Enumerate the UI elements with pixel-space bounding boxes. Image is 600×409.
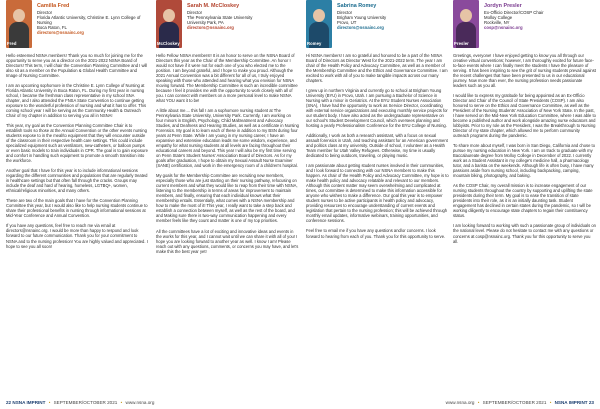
- page-footer: [6, 398, 594, 407]
- profile-school: Florida Atlantic University, Christine E. Lynn College of Nursing: [37, 14, 141, 25]
- profile-name: Jordyn Presler: [484, 3, 522, 9]
- body-paragraph: If you have any questions, feel free to reach me via email at directors@nsnainc.org. I would be more than happy to respond and look forward to our future communication. Thank you for your commitment to NSNA and to the nursing profession! You are highly valued and appreciated. I hope to see you all soon!: [6, 223, 148, 249]
- body-paragraph: These are two of the main goals that I have for the Convention Planning Committee this year, but I would also like to help nursing students continue to share their professional benefits in nursing through informational sessions at Mid-Year Conference and Annual Convention.: [6, 198, 148, 219]
- body-paragraph: I am an upcoming sophomore in the Christine E. Lynn College of Nursing at Florida Atlantic University in Boca Raton, FL. During my first year in nursing school, I became the freshman class representative in my school SNA chapter, and I also attended the FNSA State Convention to continue getting exposure to the wonderful profession of nursing and what it has to offer. This coming school year I will be serving as the Community Health & Outreach Chair of my chapter in addition to serving you all in NSNA!: [6, 83, 147, 119]
- body-paragraph: This year, my goal as the Convention Planning Committee Chair is to establish tools so those at the Annual Convention or the other events nursing students expose to in the meal/to equipment that they will encounter outside of the classroom in their respective health care settings. This could include specialized equipment such as ventilators, new-catheters, or balloon pumps or even basic models to train individuals in CPR. The goal is to gain exposure and comfort in handling such equipment to promote a smooth transition into the workforce.: [6, 123, 148, 164]
- body-paragraph: I grew up in northern Virginia and currently go to school at Brigham Young University (BYU) in Provo, Utah. I am pursuing a Bachelor of Science in Nursing with a minor in Geriatrics. At the BYU Student Nurses Association (SNA), I have had the opportunity to work as Service Director, coordinating with external service organizations and executing monthly service projects for our student body. I have also acted as the undergraduate representative on our school's Student Development Council, which oversees planning and hosting a yearly Professionalism Conference for the BYU College of Nursing.: [306, 88, 448, 129]
- photo-caption: Presler: [454, 41, 469, 46]
- body-paragraph: Hello Fellow NSNA members!! It is an honor to serve on the NSNA Board of Directors this year as the Chair of the Membership Committee. An honor I would not have if it were not for each one of you who elected me to the position. I am beyond grateful, and I hope to make you proud. Although the 2021 Annual Convention was a bit different for all of us, I truly enjoyed speaking with those who attended and hearing what you envision for NSNA moving forward. The Membership Committee is such an incredible committee because I feel it provides me with the opportunity to work closely with all of you. I can connect with members on a more personal level to make NSNA what YOU want it to be!: [156, 53, 298, 104]
- profile-email-link[interactable]: directors@nsnainc.org: [337, 25, 384, 31]
- publication-name-right: NSNA IMPRINT: [554, 400, 588, 405]
- photo-caption: Fred: [7, 41, 17, 46]
- profile-name: Sabrina Romey: [337, 3, 377, 9]
- body-paragraph: A little about me.... this fall I am a sophomore nursing student at The Pennsylvania State University, University Park. Currently, I am working on four minors in English, Psychology, Child Maltreatment and Advocacy Studies, and Deafness and Hearing Studies, as well as a certificate in Nursing Forensics. My goal is to learn each of these in addition to my BSN during four years at Penn State. While I am young in my nursing career, I have an expansive and extensive education leads me some wisdom, experience, and empathy for what nursing students at all levels are facing throughout their educational careers and beyond. This year I will also be my first time serving on Penn State's Student Nurses' Association Board of Directors. As for my goals after graduation, I hope to obtain my Sexual Assault Nurse Examiner (SANE) certification, and work in the emergency room of a children's hospital.: [156, 108, 299, 169]
- body-paragraph: Hello esteemed NSNA members! Thank you so much for joining me for the opportunity to serve you as a director on the 2021-2022 NSNA Board of Directors! This term, I will chair the Convention Planning Committee and I will also sit as a member on the Population & Global Health Committee and Image of Nursing Committee.: [6, 53, 148, 79]
- profile-column-fred: [6, 0, 149, 396]
- body-paragraph: I am passionate about getting student nurses involved in their communities, and I look forward to connecting with our NSNA members to make this happen. As chair of the Health Policy and Advocacy Committee, my hope is to make health policy and advocacy relatable and relevant to our members. Although this content matter may seem overwhelming and complicated at times, our committee is determined to make this information accessible for anyone who wishes to make a difference. Our goal this year is to empower student nurses to be active participants in health policy and advocacy, providing resources to encourage understanding of current events and legislation that pertain to the nursing profession; this will be achieved through monthly email updates, informative webinars, training opportunities, and conference sessions.: [306, 163, 449, 224]
- body-paragraph: Another goal that I have for this year is to include informational sessions regarding the different communities and populations that are regularly treated in healthcare settings but that often fall through the cracks. Groups may include the deaf and hard of hearing, homeless, LGTBQ+, women, ethnical/religious minorities, and many others.: [6, 168, 148, 194]
- profile-header: [156, 0, 299, 50]
- footer-separator: •: [477, 400, 480, 405]
- body-paragraph: Hi NSNA members! I am so grateful and honored to be a part of the NSNA Board of Directors as Director West for the 2021-2022 term. The year I am chair of the Health Policy and Advocacy Committee, as well as a member of the Membership Committee and the Ethics and Governance Committee. I am excited to work with all of you to make tangible impacts across our many chapters.: [306, 53, 448, 84]
- profile-column-romey: [306, 0, 449, 396]
- profile-body: [453, 53, 596, 244]
- footer-separator: •: [549, 400, 552, 405]
- body-paragraph: As the COSP Chair, my overall mission is to increase engagement of our nursing students throughout the country by supporting and uplifting the state presidents during their term. My goal is to ease the transition of state presidents into their role, as it is an initially daunting task. Student engagement has declined in certain states during the pandemic, so I will be working diligently to encourage state chapters to regain their constituency status.: [453, 183, 593, 219]
- profile-title: Director: [337, 9, 353, 15]
- profile-email-link[interactable]: directors@nsnainc.org: [187, 25, 234, 31]
- profile-info: [187, 0, 252, 30]
- issue-date-left: SEPTEMBER/OCTOBER 2021: [53, 400, 118, 405]
- profile-school: Brigham Young University: [337, 14, 387, 20]
- profile-header: [6, 0, 149, 50]
- headshot-face: [460, 9, 472, 22]
- website-left[interactable]: www.nsna.org: [125, 400, 155, 405]
- profile-title: Director: [187, 9, 203, 15]
- profile-location: University Park, PA: [187, 19, 224, 25]
- website-right[interactable]: www.nsna.org: [445, 400, 475, 405]
- profile-header: [306, 0, 449, 50]
- footer-separator: •: [120, 400, 123, 405]
- photo-caption: McCloskey: [157, 41, 180, 46]
- publication-name-left: NSNA IMPRINT: [12, 400, 46, 405]
- profile-header: [453, 0, 596, 50]
- body-paragraph: To share more about myself, I was born in San Diego, California and chose to pursue my nursing education in New York. I am on track to graduate with my Baccalaureate degree from Molloy College in December of 2022. I currently work as a Student Assistant in my college's medicine hall, a pharmacology tutor, and a barista on the weekends. Although life is often busy, I have many passions aside from nursing school, including backpacking, camping, mountain biking, photography, and baking.: [453, 143, 596, 179]
- body-paragraph: Greetings, everyone! I have enjoyed getting to know you all through our creative virtual conventions; however, I am thoroughly excited for future face-to-face events where I can finally meet the students I have the pleasure of serving. It has been inspiring to see the grit of nursing students prevail against the recent challenges that have been presented to us in our educational journey. Now more than ever, the nursing profession needs passionate leaders such as you all.: [453, 53, 596, 89]
- profile-name: Sarah M. McCloskey: [187, 3, 240, 9]
- body-paragraph: I am looking forward to working with such a passionate group of individuals on the national level. Please do not hesitate to contact me with any questions or concerns at cosp@nsnainc.org. Thank you for this opportunity to serve you all.: [453, 223, 596, 244]
- profile-email-link[interactable]: directors@nsnainc.org: [37, 30, 84, 36]
- profile-name: Camilla Fred: [37, 3, 70, 9]
- body-paragraph: Additionally, I work as both a research assistant, with a focus on sexual assault forensics in Utah, and teaching assistant for an American government and politics class at my university. Outside of school, I volunteer as a Health Team member for Utah Valley Refugees. Otherwise, my time is usually dedicated to being outdoors, traveling, or playing music.: [306, 133, 448, 159]
- profile-location: Boca Raton, FL: [37, 25, 67, 31]
- body-paragraph: My goals for the Membership Committee are recruiting new members, especially those who are just starting on their nursing pathway, refocusing on current members and what they would like to reap from their time with NSNA, listening to the membership in terms of areas for improvement to maintain members, and finally, ensuring that each individual knows what their membership entails. Essentially, what comes with a NSNA membership and how to make the most of it! This year, I really want to take a step back and establish a connection between myself, as well as the rest of the board, and and Making sure there is two-way communication happening and every member feels like they count and matter is one of my top priorities.: [156, 173, 298, 224]
- headshot-face: [163, 9, 175, 22]
- headshot-photo: [156, 0, 182, 48]
- profile-school: Molloy College: [484, 14, 513, 20]
- headshot-photo: [306, 0, 332, 48]
- page-number-left: 22: [6, 400, 12, 405]
- profile-info: [37, 0, 149, 35]
- profile-school: The Pennsylvania State University: [187, 14, 253, 20]
- profile-body: [306, 53, 449, 239]
- profile-location: Rockville, NY: [484, 19, 510, 25]
- profile-email-link[interactable]: cosp@nsnainc.org: [484, 25, 523, 31]
- profile-column-presler: [453, 0, 596, 396]
- body-paragraph: All the committees have a lot of exciting and innovative ideas and events in the works for this year, and I cannot wait until we can share it with all of you! I hope you are looking forward to another year as well. I know I am! Please reach out with any questions, comments, or concerns you may have, and let's make this the best year yet!: [156, 228, 299, 254]
- body-paragraph: Feel free to email me if you have any questions and/or concerns. I look forward to hearing from each of you. Thank you for this opportunity to serve.: [306, 228, 446, 239]
- footer-left: [6, 400, 154, 405]
- profile-info: [337, 0, 386, 30]
- page-number-right: 23: [588, 400, 594, 405]
- footer-right: [446, 400, 594, 405]
- footer-separator: •: [48, 400, 51, 405]
- issue-date-right: SEPTEMBER/OCTOBER 2021: [482, 400, 547, 405]
- headshot-photo: [453, 0, 479, 48]
- profile-info: [484, 0, 544, 30]
- headshot-face: [313, 9, 325, 22]
- headshot-photo: [6, 0, 32, 48]
- profile-title: Director: [37, 9, 53, 15]
- profile-body: [156, 53, 299, 254]
- profile-location: Provo, UT: [337, 19, 357, 25]
- profile-column-mccloskey: [156, 0, 299, 396]
- profile-title: Ex-Officio Director/COSP Chair: [484, 9, 544, 15]
- photo-caption: Romey: [307, 41, 322, 46]
- profile-body: [6, 53, 149, 249]
- body-paragraph: I would like to express my gratitude for being appointed as an Ex-Officio Director and Chair of the Council of State Presidents (COSP). I am also honored to serve on the Ethics and Governance Committee, as well as the President of the Nursing Students' Association of New York State. In the past, I have served on the Mid-New York Education Committee, where I was able to become a published author and work alongside amazing nurse educators and lobbyists. Prior to my role as the President, I was the Breakthrough to Nursing Director of my state chapter, which allowed me to perform community outreach programs during the pandemic.: [453, 93, 596, 139]
- headshot-face: [13, 9, 25, 22]
